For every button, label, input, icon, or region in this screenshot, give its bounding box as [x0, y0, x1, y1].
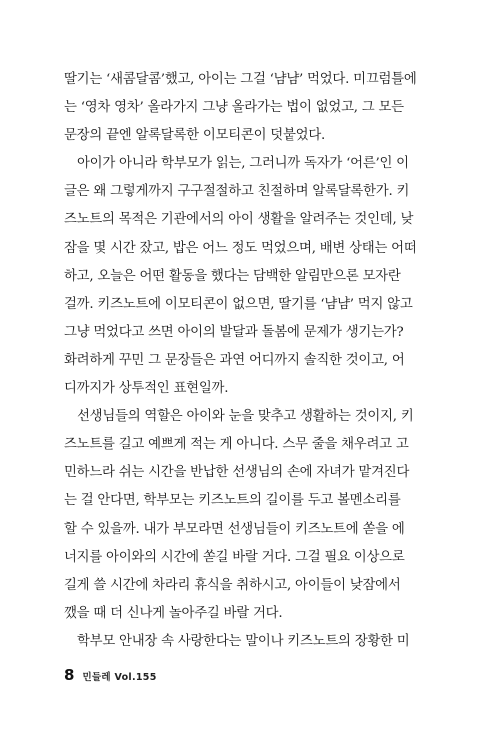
text-line: 그냥 먹었다고 쓰면 아이의 발달과 돌봄에 문제가 생기는가?: [64, 324, 404, 340]
text-line: 길게 쓸 시간에 차라리 휴식을 취하시고, 아이들이 낮잠에서: [64, 577, 401, 593]
text-line: 할 수 있을까. 내가 부모라면 선생님들이 키즈노트에 쏟을 에: [64, 521, 405, 537]
text-line: 화려하게 꾸민 그 문장들은 과연 어디까지 솔직한 것이고, 어: [64, 352, 405, 368]
text-line: 글은 왜 그렇게까지 구구절절하고 친절하며 알록달록한가. 키: [64, 184, 410, 200]
text-line: 즈노트를 길고 예쁘게 적는 게 아니다. 스무 줄을 채우려고 고: [64, 437, 409, 453]
text-line: 하고, 오늘은 어떤 활동을 했다는 담백한 알림만으론 모자란: [64, 268, 401, 284]
paragraph-start-line: 아이가 아니라 학부모가 읽는, 그러니까 독자가 ‘어른’인 이: [77, 156, 409, 172]
text-line: 깼을 때 더 신나게 놀아주길 바랄 거다.: [64, 605, 283, 621]
text-line: 민하느라 쉬는 시간을 반납한 선생님의 손에 자녀가 맡겨진다: [64, 465, 410, 481]
text-line: 딸기는 ‘새콤달콤’했고, 아이는 그걸 ‘냠냠’ 먹었다. 미끄럼틀에: [64, 72, 417, 87]
text-line: 는 ‘영차 영차’ 올라가지 그냥 올라가는 법이 없었고, 그 모든: [64, 100, 404, 116]
text-line: 는 걸 안다면, 학부모는 키즈노트의 길이를 두고 볼멘소리를: [64, 493, 401, 509]
paragraph-start-line: 선생님들의 역할은 아이와 눈을 맞추고 생활하는 것이지, 키: [77, 409, 414, 425]
body-text: [64, 66, 438, 656]
text-line: 걸까. 키즈노트에 이모티콘이 없으면, 딸기를 ‘냠냠’ 먹지 않고: [64, 296, 413, 312]
text-line: 잠을 몇 시간 잤고, 밥은 어느 정도 먹었으며, 배변 상태는 어떠: [64, 240, 417, 256]
text-line: 너지를 아이와의 시간에 쏟길 바랄 거다. 그걸 필요 이상으로: [64, 549, 405, 565]
paragraph-start-line: 학부모 안내장 속 사랑한다는 말이나 키즈노트의 장황한 미: [77, 633, 410, 649]
text-line: 즈노트의 목적은 기관에서의 아이 생활을 알려주는 것인데, 낮: [64, 212, 414, 228]
magazine-issue: 민들레 Vol.155: [82, 672, 157, 683]
page-footer: [64, 666, 157, 684]
text-line: 디까지가 상투적인 표현일까.: [64, 381, 229, 397]
page-number: 8: [64, 666, 75, 684]
text-line: 문장의 끝엔 알록달록한 이모티콘이 덧붙었다.: [64, 128, 326, 144]
